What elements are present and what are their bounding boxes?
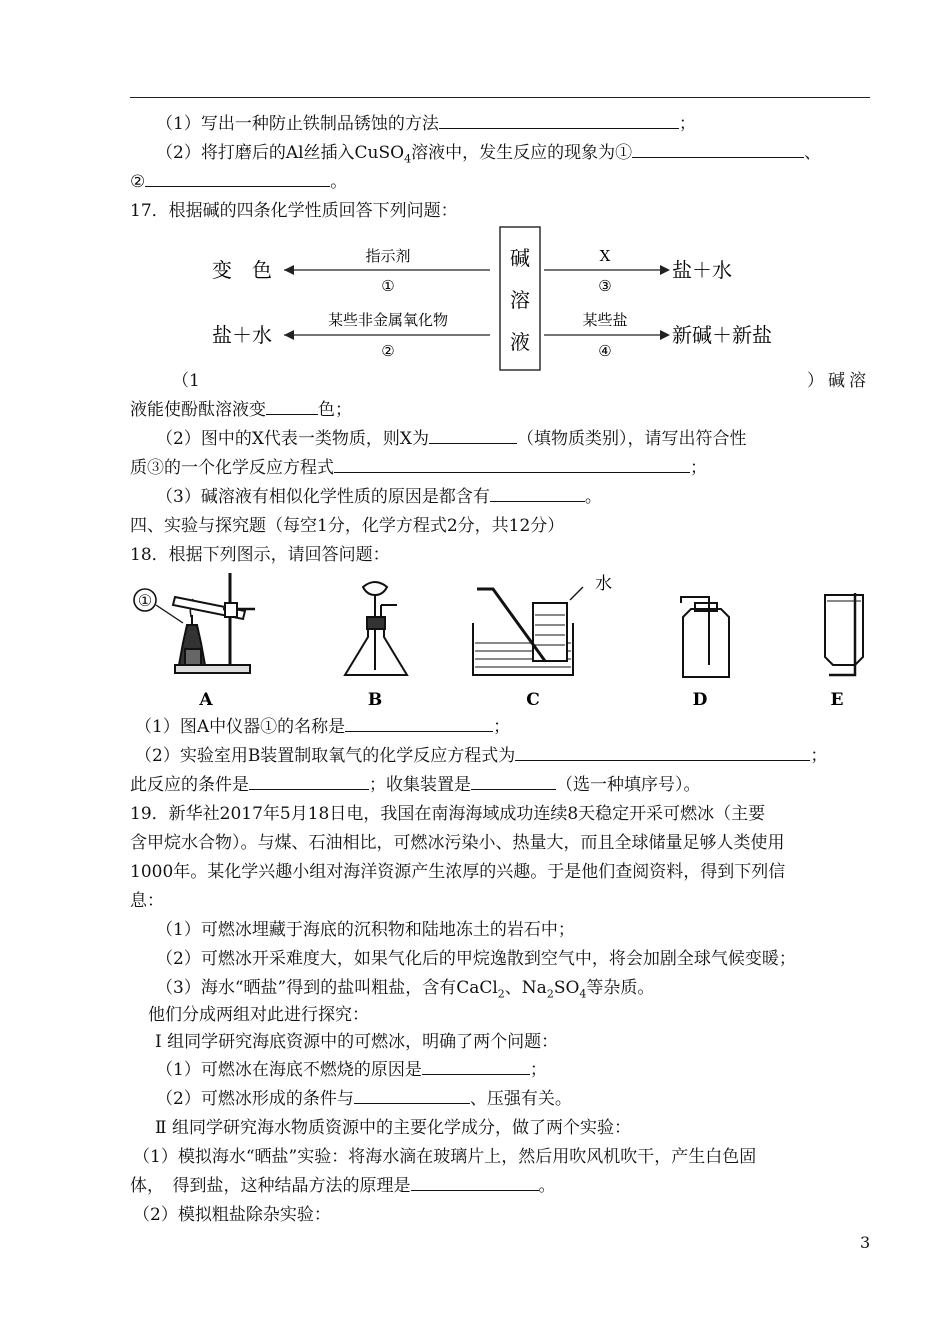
right-bottom-num: ④: [598, 342, 612, 360]
q17-stem: 17．根据碱的四条化学性质回答下列问题：: [130, 201, 458, 221]
q16-part2: （2）将打磨后的Al丝插入CuSO$_4$溶液中，发生反应的现象为① 、: [130, 139, 896, 173]
center-char: 碱: [510, 246, 530, 270]
answer-blank[interactable]: [515, 742, 810, 761]
section-4-heading: 四、实验与探究题（每空1分，化学方程式2分，共12分）: [130, 516, 565, 536]
q19-groups: 他们分成两组对此进行探究：: [148, 1005, 369, 1025]
q17-s2: （2）图中的X代表一类物质，则X为 （填物质类别），请写出符合性: [130, 425, 896, 453]
q19-g1-q1: （1）可燃冰在海底不燃烧的原因是 ；: [130, 1056, 896, 1084]
center-char: 溶: [510, 288, 530, 312]
q17-s3: （3）碱溶液有相似化学性质的原因是都含有 。: [130, 483, 896, 511]
left-bottom-product: 盐＋水: [212, 323, 272, 347]
apparatus-figure: [125, 565, 885, 715]
apparatus-label: E: [830, 690, 844, 710]
q19-para: 含甲烷水合物）。与煤、石油相比，可燃冰污染小、热量大，而且全球储量足够人类使用: [130, 833, 785, 853]
q17-s1-cont: 液能使酚酞溶液变 色；: [130, 396, 870, 424]
water-label: 水: [595, 574, 612, 594]
q19-g2-q2: （2）模拟粗盐除杂实验：: [133, 1205, 331, 1225]
circle-label: ①: [137, 591, 153, 610]
answer-blank[interactable]: [422, 1056, 530, 1075]
q19-group1: Ⅰ 组同学研究海底资源中的可燃冰，明确了两个问题：: [155, 1032, 559, 1052]
q19-g2-q1-cont: 体， 得到盐，这种结晶方法的原理是 。: [130, 1172, 870, 1200]
answer-blank[interactable]: [345, 713, 493, 732]
left-bottom-label: 某些非金属氧化物: [327, 311, 449, 329]
answer-blank[interactable]: [354, 1085, 470, 1104]
apparatus-label: A: [199, 690, 213, 710]
answer-blank[interactable]: [439, 110, 679, 129]
left-bottom-num: ②: [381, 342, 395, 360]
left-top-num: ①: [381, 277, 395, 295]
answer-blank[interactable]: [471, 771, 556, 790]
q17-s2-cont: 质③的一个化学反应方程式 ；: [130, 454, 870, 482]
q19-info: （1）可燃冰埋藏于海底的沉积物和陆地冻土的岩石中；: [156, 920, 575, 940]
apparatus-d: [681, 597, 729, 677]
q16-part1: （1）写出一种防止铁制品锈蚀的方法 ；: [130, 110, 896, 138]
q19-info: （3）海水“晒盐”得到的盐叫粗盐，含有CaCl$_2$、$Na_2SO_4$等杂质。: [156, 978, 655, 1001]
q19-group2: Ⅱ 组同学研究海水物质资源中的主要化学成分，做了两个实验：: [155, 1118, 631, 1138]
apparatus-label: D: [692, 690, 708, 710]
arrow-head: [660, 330, 670, 340]
right-bottom-product: 新碱＋新盐: [672, 323, 772, 347]
arrow-head: [284, 330, 294, 340]
answer-blank[interactable]: [334, 454, 690, 473]
q19-para: 1000年。某化学兴趣小组对海洋资源产生浓厚的兴趣。于是他们查阅资料，得到下列信: [130, 862, 786, 882]
answer-blank[interactable]: [632, 139, 804, 158]
right-top-label: X: [599, 247, 611, 265]
q19-g2-q1: （1）模拟海水“晒盐”实验：将海水滴在玻璃片上，然后用吹风机吹干，产生白色固: [133, 1147, 757, 1167]
arrow-head: [660, 265, 670, 275]
apparatus-a: [134, 573, 255, 673]
q19-para: 息：: [130, 891, 164, 911]
left-top-label: 指示剂: [365, 247, 411, 265]
left-top-product: 变 色: [212, 258, 272, 282]
apparatus-c: [473, 587, 583, 675]
q17-s1: （1 ）碱溶: [172, 371, 870, 391]
apparatus-label: B: [367, 690, 383, 710]
apparatus-label: C: [526, 690, 540, 710]
right-top-product: 盐＋水: [672, 258, 732, 282]
q18-s2-cont: 此反应的条件是 ；收集装置是 （选一种填序号）。: [130, 771, 870, 799]
header-rule: [130, 97, 870, 98]
q19-info: （2）可燃冰开采难度大，如果气化后的甲烷逸散到空气中，将会加剧全球气候变暖；: [156, 949, 796, 969]
q18-s1: （1）图A中仪器①的名称是 ；: [135, 713, 875, 741]
page-number: 3: [860, 1233, 871, 1252]
answer-blank[interactable]: [266, 396, 318, 415]
right-top-num: ③: [598, 277, 612, 295]
answer-blank[interactable]: [490, 483, 585, 502]
center-char: 液: [510, 330, 530, 354]
apparatus-b: [345, 582, 407, 675]
q18-stem: 18．根据下列图示，请回答问题：: [130, 545, 390, 565]
q16-part2-cont: ② 。: [130, 168, 870, 196]
q18-s2: （2）实验室用B装置制取氧气的化学反应方程式为 ；: [135, 742, 870, 770]
arrow-head: [284, 265, 294, 275]
q19-g1-q2: （2）可燃冰形成的条件与 、压强有关。: [130, 1085, 896, 1113]
q19-para: 19．新华社2017年5月18日电，我国在南海海域成功连续8天稳定开采可燃冰（主要: [130, 804, 766, 824]
answer-blank[interactable]: [145, 168, 330, 187]
answer-blank[interactable]: [249, 771, 369, 790]
apparatus-e: [825, 593, 863, 675]
base-properties-diagram: [200, 225, 800, 375]
answer-blank[interactable]: [429, 425, 517, 444]
right-bottom-label: 某些盐: [582, 311, 628, 329]
answer-blank[interactable]: [411, 1172, 539, 1191]
